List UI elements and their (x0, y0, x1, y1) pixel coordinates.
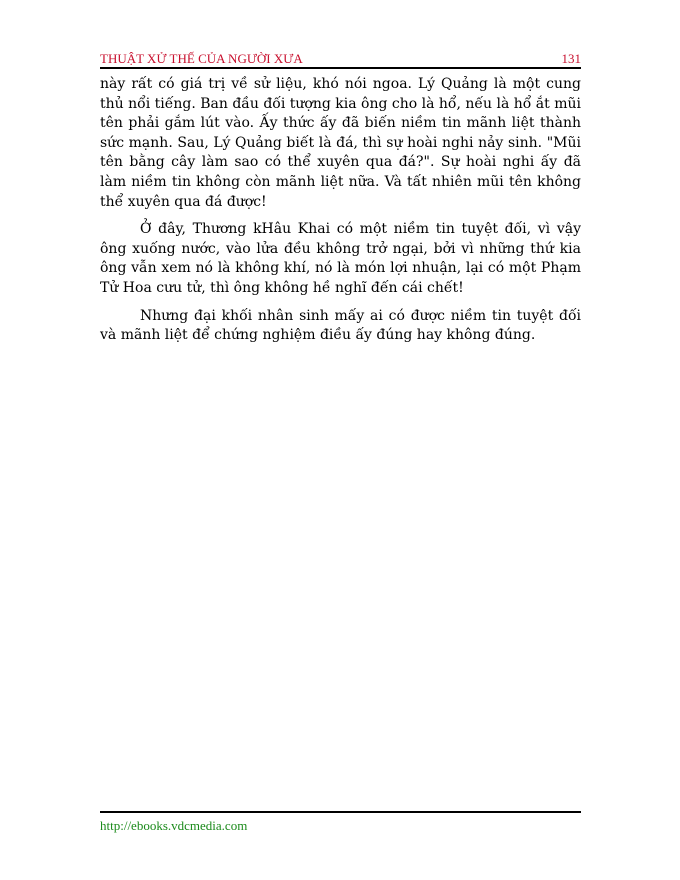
paragraph-3: Nhưng đại khối nhân sinh mấy ai có được niềm tin tuyệt đối và mãnh liệt để chứng nghiệm điều ấy đúng hay không đúng. (100, 307, 581, 344)
page-number: 131 (561, 51, 581, 66)
running-header (100, 49, 581, 67)
book-title: THUẬT XỬ THẾ CỦA NGƯỜI XƯA (100, 51, 303, 66)
paragraph-1: này rất có giá trị về sử liệu, khó nói ngoa. Lý Quảng là một cung thủ nổi tiếng. Ban đầu đối tượng kia ông cho là hổ, nếu là hổ ắt mũi tên phải gắm lút vào. Ấy thức ấy đã biến niềm tin mãnh liệt thành sức mạnh. Sau, Lý Quảng biết là đá, thì sự hoài nghi nảy sinh. "Mũi tên bằng cây làm sao có thể xuyên qua đá?". Sự hoài nghi ấy đã làm niềm tin không còn mãnh liệt nữa. Và tất nhiên mũi tên không thể xuyên qua đá được! (100, 76, 581, 210)
paragraph-2: Ở đây, Thương kHâu Khai có một niềm tin tuyệt đối, vì vậy ông xuống nước, vào lửa đều không trở ngại, bởi vì những thứ kia ông vẫn xem nó là không khí, nó là món lợi nhuận, lại có một Phạm Tử Hoa cưu tử, thì ông không hề nghĩ đến cái chết! (100, 221, 581, 296)
header-divider (100, 67, 581, 69)
body-text (100, 75, 581, 354)
footer-url[interactable]: http://ebooks.vdcmedia.com (100, 818, 248, 833)
footer-divider (100, 811, 581, 813)
